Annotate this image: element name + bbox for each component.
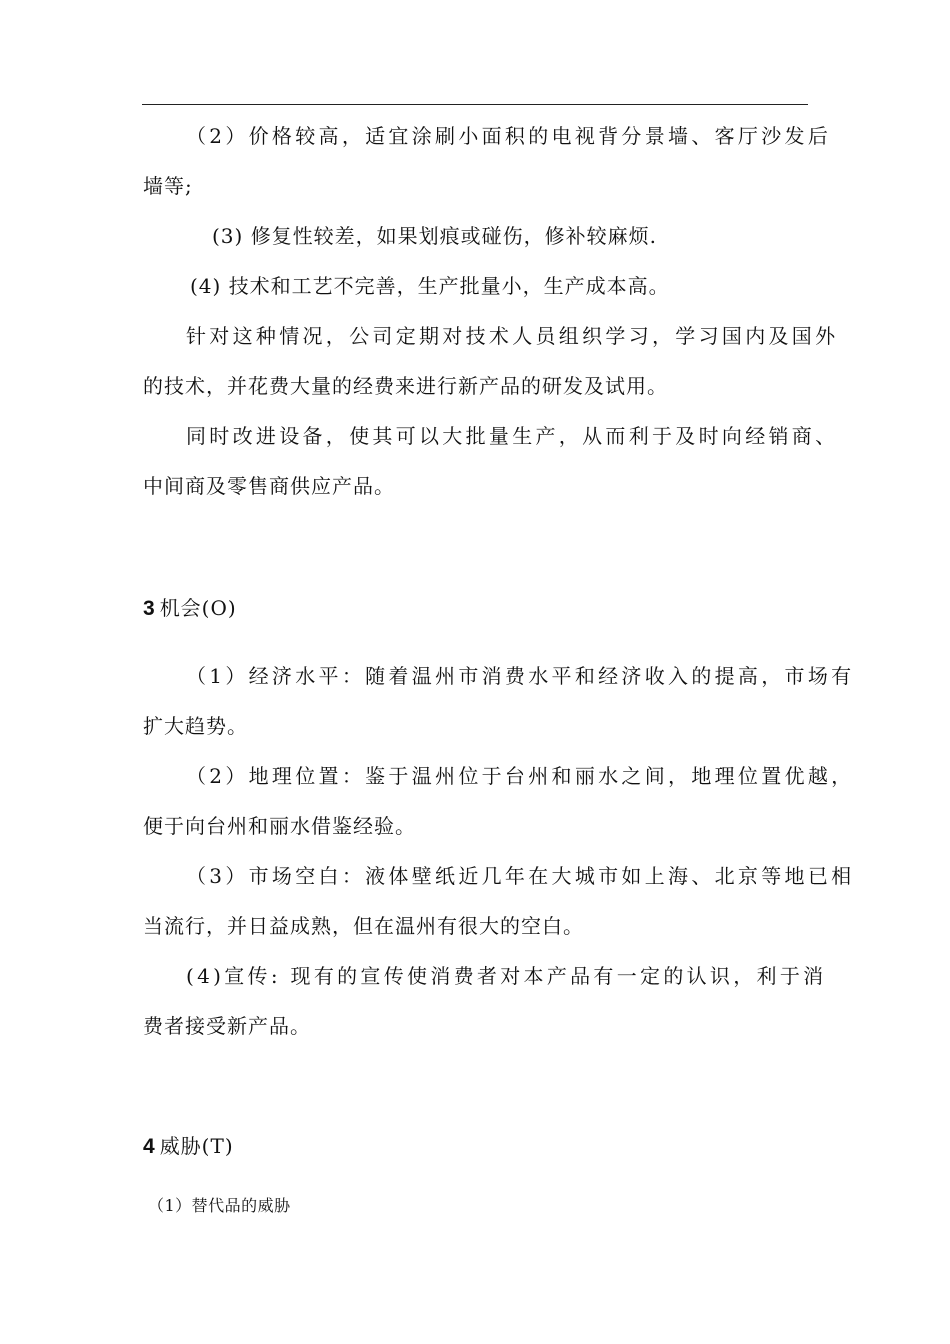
paragraph-line: 墙等; [143,174,193,198]
section-number: 3 [143,597,156,620]
list-item: 便于向台州和丽水借鉴经验。 [143,814,416,838]
section-heading-opportunities [143,596,237,621]
list-item: (4)宣传: 现有的宣传使消费者对本产品有一定的认识，利于消 [186,964,827,988]
list-item: 费者接受新产品。 [143,1014,311,1038]
header-rule [142,104,808,105]
list-item: 扩大趋势。 [143,714,248,738]
paragraph-line: (4) 技术和工艺不完善，生产批量小，生产成本高。 [190,274,670,298]
section-heading-threats [143,1134,234,1159]
section-number: 4 [143,1135,156,1158]
paragraph-line: 同时改进设备，使其可以大批量生产，从而利于及时向经销商、 [186,424,839,448]
section-title: 威胁(T) [159,1134,234,1158]
paragraph-line: （2）价格较高，适宜涂刷小面积的电视背分景墙、客厅沙发后 [186,124,832,148]
paragraph-line: 针对这种情况，公司定期对技术人员组织学习，学习国内及国外 [186,324,839,348]
list-item: （1）经济水平：随着温州市消费水平和经济收入的提高，市场有 [186,664,855,688]
list-item: （1）替代品的威胁 [148,1196,291,1215]
section-title: 机会(O) [159,596,237,620]
paragraph-line: 中间商及零售商供应产品。 [143,474,395,498]
list-item: 当流行，并日益成熟，但在温州有很大的空白。 [143,914,584,938]
list-item: （3）市场空白：液体壁纸近几年在大城市如上海、北京等地已相 [186,864,855,888]
paragraph-line: 的技术，并花费大量的经费来进行新产品的研发及试用。 [143,374,668,398]
list-item: （2）地理位置：鉴于温州位于台州和丽水之间，地理位置优越， [186,764,855,788]
paragraph-line: (3) 修复性较差，如果划痕或碰伤，修补较麻烦. [212,224,658,248]
